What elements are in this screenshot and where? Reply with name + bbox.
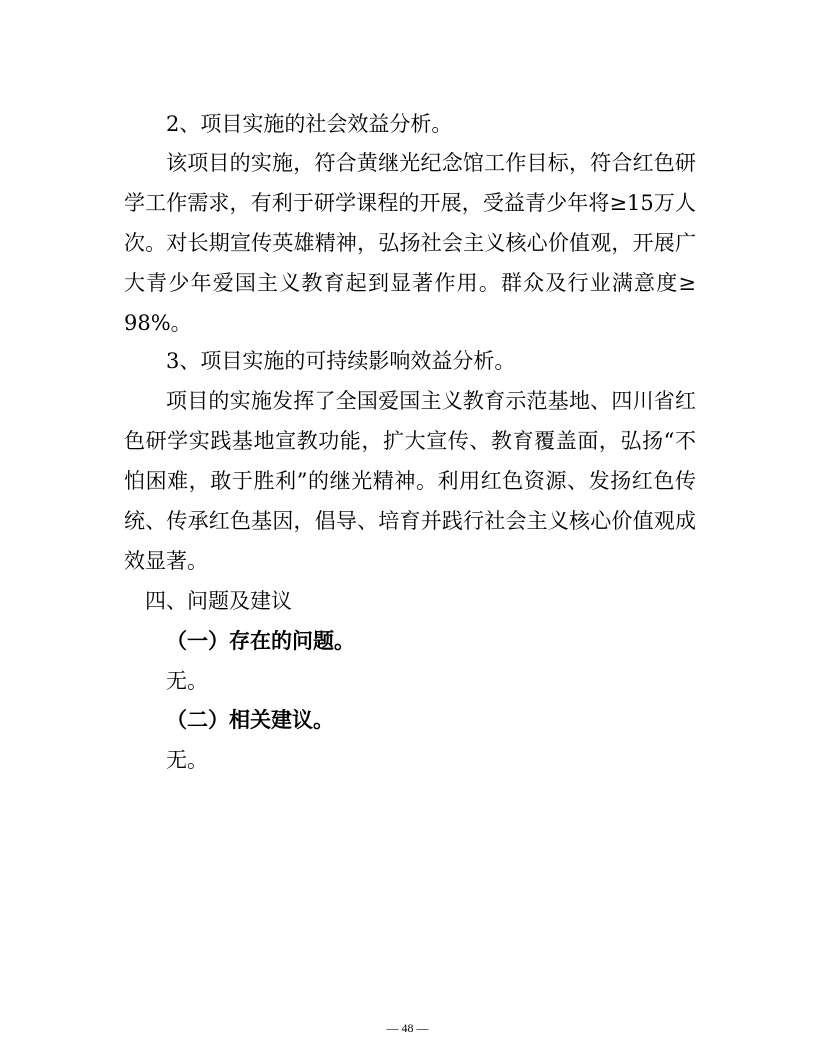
suggestions-text: 无。	[166, 748, 208, 772]
section2-heading: 2、项目实施的社会效益分析。	[166, 112, 453, 136]
paragraph-line: 98%。	[124, 311, 192, 335]
subheading-existing-problems: （一）存在的问题。	[166, 628, 355, 653]
page-number: — 48 —	[386, 1021, 429, 1035]
subheading-suggestions: （二）相关建议。	[166, 707, 334, 732]
paragraph-line: 色研学实践基地宣教功能，扩大宣传、教育覆盖面，弘扬“不	[124, 429, 696, 453]
paragraph-line: 项目的实施发挥了全国爱国主义教育示范基地、四川省红	[166, 389, 696, 413]
paragraph-line: 学工作需求，有利于研学课程的开展，受益青少年将≥15万人	[124, 191, 696, 215]
paragraph-line: 次。对长期宣传英雄精神，弘扬社会主义核心价值观，开展广	[124, 231, 696, 255]
paragraph-line: 怕困难，敢于胜利”的继光精神。利用红色资源、发扬红色传	[124, 469, 696, 493]
paragraph-line: 效显著。	[124, 549, 208, 573]
part4-heading: 四、问题及建议	[145, 589, 292, 613]
paragraph-line: 大青少年爱国主义教育起到显著作用。群众及行业满意度≥	[124, 271, 696, 295]
existing-problems-text: 无。	[166, 669, 208, 693]
paragraph-line: 统、传承红色基因，倡导、培育并践行社会主义核心价值观成	[124, 509, 696, 533]
section3-heading: 3、项目实施的可持续影响效益分析。	[166, 349, 516, 373]
paragraph-line: 该项目的实施，符合黄继光纪念馆工作目标，符合红色研	[166, 151, 696, 175]
